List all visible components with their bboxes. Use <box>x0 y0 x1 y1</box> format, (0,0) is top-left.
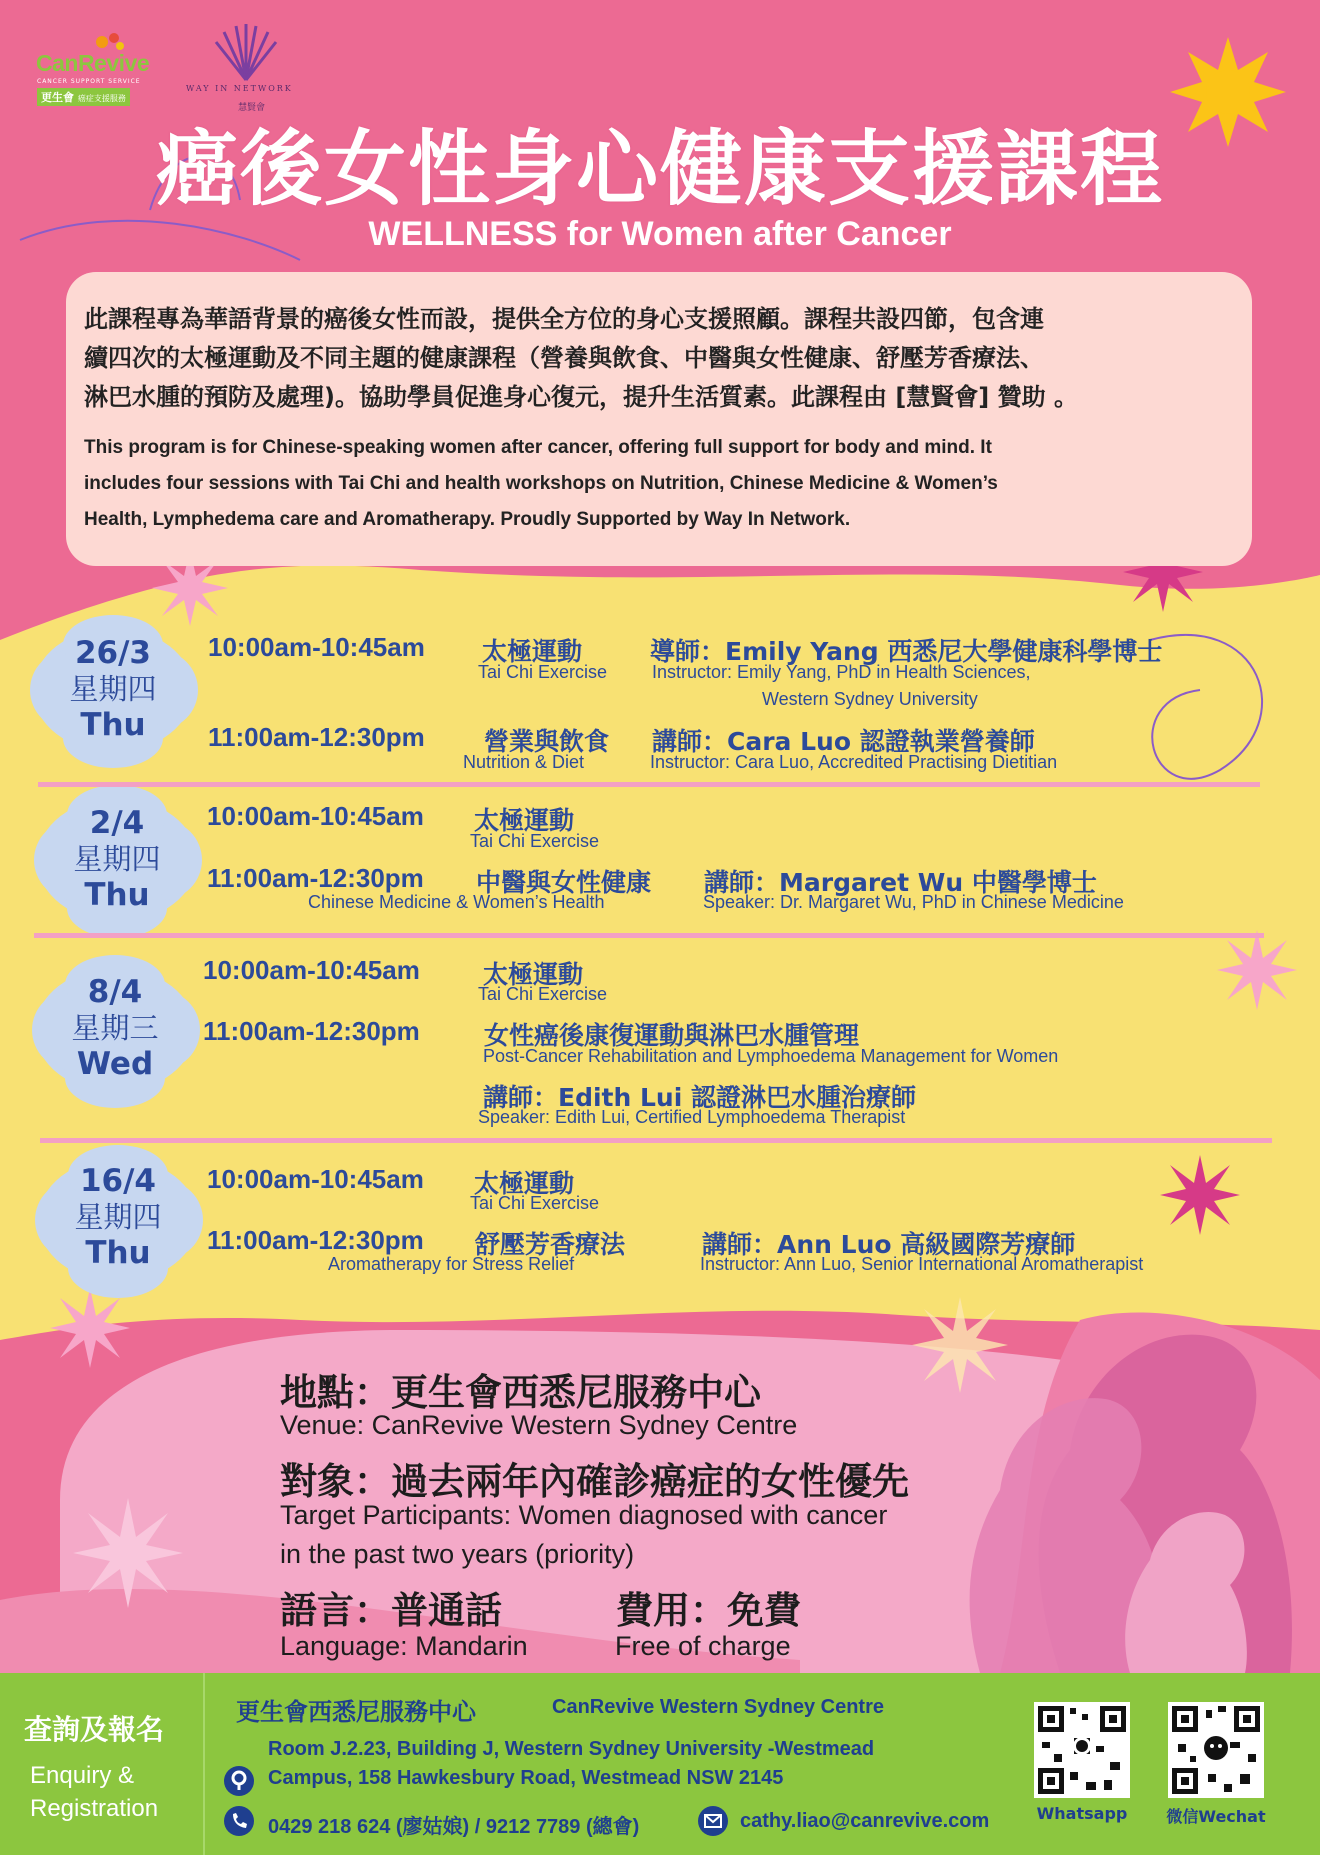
target-cn: 對象：過去兩年內確診癌症的女性優先 <box>280 1460 909 1503</box>
venue-cn: 地點：更生會西悉尼服務中心 <box>280 1371 761 1414</box>
session-staff-en: Instructor: Cara Luo, Accredited Practising Dietitian <box>650 752 1058 772</box>
wayin-logo <box>178 22 318 117</box>
fee-cn: 費用：免費 <box>616 1589 801 1632</box>
session-topic: 太極運動 <box>474 806 575 835</box>
canrevive-sub: CANCER SUPPORT SERVICE <box>37 78 141 85</box>
intro-box <box>66 272 1252 566</box>
centre-en: CanRevive Western Sydney Centre <box>552 1696 884 1718</box>
page-title: 癌後女性身心健康支援課程 <box>155 122 1164 217</box>
session-staff-en: Instructor: Emily Yang, PhD in Health Sciences, <box>652 662 1031 682</box>
session-date-3: 8/4 星期三 Wed <box>71 974 159 1082</box>
session-staff: 講師：Ann Luo 高級國際芳療師 <box>702 1230 1076 1259</box>
intro-cn: 此課程專為華語背景的癌後女性而設，提供全方位的身心支援照顧。課程共設四節，包含連 續四次的太極運動及不同主題的健康課程（營養與飲食、中醫與女性健康、舒壓芳香療法、 淋巴水腫的預防及處理)。協助學員促進身心復元，提升生活質素。此課程由 [慧賢會] 贊助 。 <box>84 305 1078 411</box>
divider <box>40 1138 1272 1143</box>
session-date-2: 2/4 星期四 Thu <box>73 805 161 913</box>
session-staff: 講師：Cara Luo 認證執業營養師 <box>652 727 1035 756</box>
session-topic: 太極運動 <box>474 1169 575 1198</box>
canrevive-cn: 更生會 癌症支援服務 <box>37 88 130 106</box>
wayin-name: WAY IN NETWORK <box>186 84 293 93</box>
session-time: 11:00am-12:30pm <box>207 863 424 893</box>
session-staff-en: Speaker: Edith Lui, Certified Lymphoedema Therapist <box>478 1107 906 1127</box>
session-topic: 女性癌後康復運動與淋巴水腫管理 <box>484 1021 860 1050</box>
session-topic: 太極運動 <box>483 960 584 989</box>
venue-en: Venue: CanRevive Western Sydney Centre <box>280 1410 798 1440</box>
session-topic-en: Tai Chi Exercise <box>470 831 600 851</box>
session-staff: 講師：Edith Lui 認證淋巴水腫治療師 <box>483 1083 916 1112</box>
address-line-1: Room J.2.23, Building J, Western Sydney University -Westmead <box>268 1738 875 1760</box>
centre-cn: 更生會西悉尼服務中心 <box>236 1698 476 1726</box>
session-topic-en: Chinese Medicine & Women’s Health <box>308 892 605 912</box>
divider <box>34 933 1264 938</box>
session-time: 10:00am-10:45am <box>203 955 420 985</box>
session-time: 11:00am-12:30pm <box>203 1016 420 1046</box>
session-topic: 舒壓芳香療法 <box>475 1230 626 1259</box>
language-cn: 語言：普通話 <box>280 1589 502 1632</box>
session-topic-en: Tai Chi Exercise <box>470 1193 600 1213</box>
canrevive-logo <box>30 28 160 108</box>
location-pin-icon <box>224 1766 254 1796</box>
page-subtitle: WELLNESS for Women after Cancer <box>368 215 952 253</box>
language-en: Language: Mandarin <box>280 1631 528 1661</box>
session-topic-en: Nutrition & Diet <box>463 752 585 772</box>
wechat-qr-icon[interactable] <box>1168 1702 1264 1798</box>
phone-text[interactable]: 0429 218 624 (廖姑娘) / 9212 7789 (總會) <box>268 1816 640 1838</box>
wechat-label: 微信Wechat <box>1166 1807 1266 1826</box>
phone-icon <box>224 1806 254 1836</box>
whatsapp-qr-icon[interactable] <box>1034 1702 1130 1798</box>
session-date-4: 16/4 星期四 Thu <box>74 1163 162 1271</box>
enquiry-en: Enquiry & Registration <box>30 1762 159 1822</box>
session-staff-en2: Western Sydney University <box>762 689 978 709</box>
session-time: 11:00am-12:30pm <box>207 1225 424 1255</box>
fee-en: Free of charge <box>615 1631 791 1661</box>
session-date-1: 26/3 星期四 Thu <box>69 635 157 743</box>
intro-en: This program is for Chinese-speaking women after cancer, offering full support for body and mind. It includes four sessions with Tai Chi and health workshops on Nutrition, Chinese Medicine & Women’s Health, Lymphedema care and Aromatherapy. Proudly Supported by Way In Network. <box>84 437 998 530</box>
whatsapp-label: Whatsapp <box>1036 1804 1128 1823</box>
session-time: 10:00am-10:45am <box>207 1164 424 1194</box>
session-time: 10:00am-10:45am <box>208 632 425 662</box>
email-icon <box>698 1806 728 1836</box>
session-topic-en: Aromatherapy for Stress Relief <box>328 1254 575 1274</box>
canrevive-cn-sub: 癌症支援服務 <box>77 94 126 103</box>
fan-icon <box>206 22 286 82</box>
canrevive-name: CanRevive <box>36 50 150 76</box>
session-staff-en: Speaker: Dr. Margaret Wu, PhD in Chinese Medicine <box>703 892 1124 912</box>
session-staff: 講師：Margaret Wu 中醫學博士 <box>704 868 1097 897</box>
session-topic-en: Tai Chi Exercise <box>478 662 608 682</box>
target-en-1: Target Participants: Women diagnosed with cancer <box>280 1500 888 1530</box>
session-topic-en: Post-Cancer Rehabilitation and Lymphoedema Management for Women <box>483 1046 1059 1066</box>
session-topic-en: Tai Chi Exercise <box>478 984 608 1004</box>
session-topic: 太極運動 <box>482 637 583 666</box>
wayin-cn: 慧賢會 <box>238 103 266 113</box>
target-en-2: in the past two years (priority) <box>280 1539 635 1569</box>
address-line-2: Campus, 158 Hawkesbury Road, Westmead NSW 2145 <box>268 1767 784 1789</box>
session-topic: 中醫與女性健康 <box>476 868 652 897</box>
divider <box>38 782 1260 787</box>
session-staff: 導師：Emily Yang 西悉尼大學健康科學博士 <box>650 637 1163 666</box>
session-staff-en: Instructor: Ann Luo, Senior International Aromatherapist <box>700 1254 1144 1274</box>
session-time: 10:00am-10:45am <box>207 801 424 831</box>
session-topic: 營業與飲食 <box>484 727 610 756</box>
session-time: 11:00am-12:30pm <box>208 722 425 752</box>
email-link[interactable]: cathy.liao@canrevive.com <box>740 1810 990 1832</box>
enquiry-cn: 查詢及報名 <box>24 1713 165 1746</box>
